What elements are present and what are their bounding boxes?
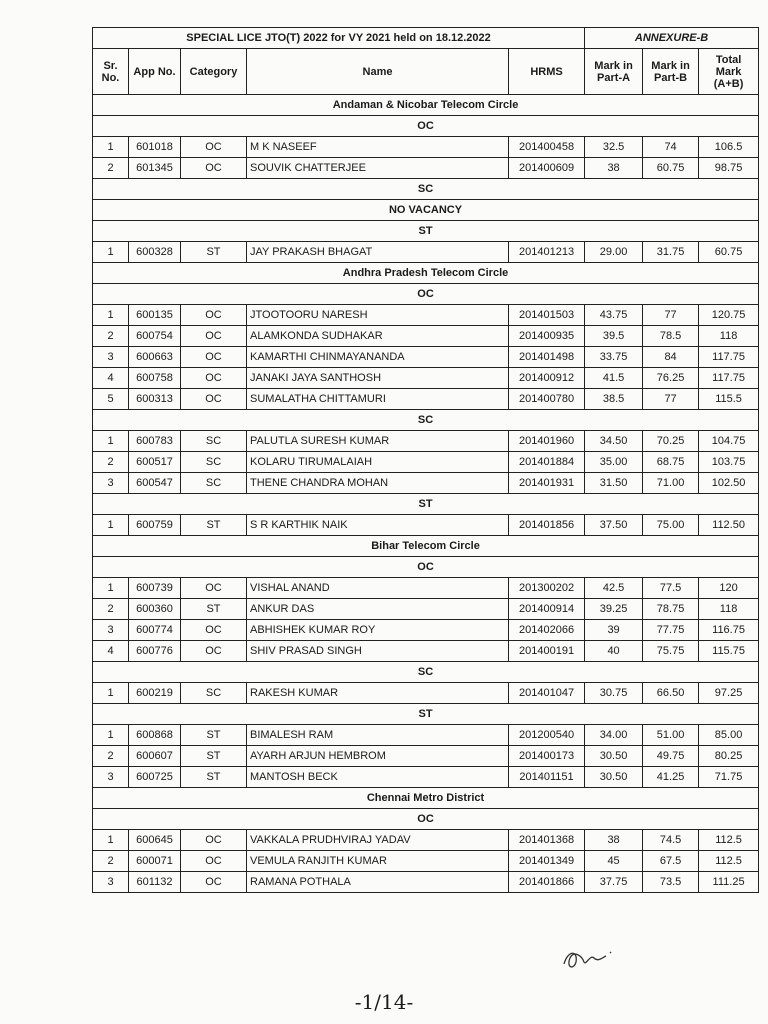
table-row [93,830,759,851]
results-body [93,95,759,893]
total-mark-cell: 118 [699,326,759,347]
part-a-mark-cell: 38 [585,830,643,851]
sr-no-cell: 3 [93,872,129,893]
table-row [93,620,759,641]
sr-no-cell: 1 [93,137,129,158]
category-cell: SC [181,452,247,473]
sr-no-cell: 3 [93,620,129,641]
app-no-cell: 600725 [129,767,181,788]
total-mark-cell: 117.75 [699,347,759,368]
sr-no-cell: 2 [93,599,129,620]
total-mark-cell: 112.50 [699,515,759,536]
hrms-cell: 201401047 [509,683,585,704]
sr-no-cell: 2 [93,326,129,347]
name-cell: S R KARTHIK NAIK [247,515,509,536]
app-no-cell: 600071 [129,851,181,872]
part-b-mark-cell: 70.25 [643,431,699,452]
no-vacancy-row [93,200,759,221]
category-cell: OC [181,620,247,641]
hrms-cell: 201401884 [509,452,585,473]
table-row [93,242,759,263]
table-row [93,578,759,599]
total-mark-cell: 118 [699,599,759,620]
category-group-label: ST [93,221,759,242]
app-no-cell: 600759 [129,515,181,536]
name-cell: KAMARTHI CHINMAYANANDA [247,347,509,368]
table-row [93,368,759,389]
category-group-label: ST [93,494,759,515]
part-b-mark-cell: 66.50 [643,683,699,704]
category-cell: ST [181,242,247,263]
document-title: SPECIAL LICE JTO(T) 2022 for VY 2021 held on 18.12.2022 [93,28,585,49]
hrms-cell: 201400914 [509,599,585,620]
category-cell: OC [181,137,247,158]
table-row [93,473,759,494]
part-a-mark-cell: 39.25 [585,599,643,620]
part-b-mark-cell: 77.5 [643,578,699,599]
part-a-mark-cell: 41.5 [585,368,643,389]
part-a-mark-cell: 30.75 [585,683,643,704]
category-cell: OC [181,389,247,410]
circle-header-row [93,263,759,284]
part-a-mark-cell: 30.50 [585,767,643,788]
app-no-cell: 600607 [129,746,181,767]
table-row [93,872,759,893]
column-header-row [93,49,759,95]
part-b-mark-cell: 75.75 [643,641,699,662]
category-cell: OC [181,347,247,368]
category-cell: OC [181,641,247,662]
category-group-row [93,494,759,515]
category-cell: SC [181,683,247,704]
part-b-mark-cell: 77.75 [643,620,699,641]
app-no-cell: 600135 [129,305,181,326]
part-b-mark-cell: 78.75 [643,599,699,620]
name-cell: MANTOSH BECK [247,767,509,788]
col-hrms: HRMS [509,49,585,95]
category-cell: OC [181,305,247,326]
part-b-mark-cell: 84 [643,347,699,368]
circle-header-row [93,788,759,809]
app-no-cell: 600313 [129,389,181,410]
total-mark-cell: 120 [699,578,759,599]
name-cell: VAKKALA PRUDHVIRAJ YADAV [247,830,509,851]
sr-no-cell: 2 [93,746,129,767]
name-cell: JAY PRAKASH BHAGAT [247,242,509,263]
category-group-row [93,284,759,305]
app-no-cell: 601018 [129,137,181,158]
part-b-mark-cell: 67.5 [643,851,699,872]
table-row [93,746,759,767]
app-no-cell: 600754 [129,326,181,347]
part-a-mark-cell: 37.50 [585,515,643,536]
sr-no-cell: 5 [93,389,129,410]
category-group-row [93,662,759,683]
app-no-cell: 600547 [129,473,181,494]
category-cell: ST [181,725,247,746]
table-row [93,683,759,704]
sr-no-cell: 3 [93,767,129,788]
total-mark-cell: 103.75 [699,452,759,473]
category-cell: OC [181,578,247,599]
category-cell: ST [181,767,247,788]
circle-name: Andaman & Nicobar Telecom Circle [93,95,759,116]
part-a-mark-cell: 35.00 [585,452,643,473]
sr-no-cell: 3 [93,473,129,494]
app-no-cell: 600663 [129,347,181,368]
part-b-mark-cell: 49.75 [643,746,699,767]
part-a-mark-cell: 40 [585,641,643,662]
sr-no-cell: 1 [93,725,129,746]
sr-no-cell: 1 [93,431,129,452]
part-a-mark-cell: 43.75 [585,305,643,326]
hrms-cell: 201400780 [509,389,585,410]
app-no-cell: 601132 [129,872,181,893]
app-no-cell: 600360 [129,599,181,620]
circle-header-row [93,536,759,557]
category-group-row [93,179,759,200]
name-cell: JTOOTOORU NARESH [247,305,509,326]
hrms-cell: 201401960 [509,431,585,452]
category-group-label: SC [93,179,759,200]
results-document [92,27,758,893]
hrms-cell: 201401498 [509,347,585,368]
total-mark-cell: 111.25 [699,872,759,893]
name-cell: VISHAL ANAND [247,578,509,599]
name-cell: RAMANA POTHALA [247,872,509,893]
total-mark-cell: 106.5 [699,137,759,158]
col-total: Total Mark (A+B) [699,49,759,95]
category-group-label: SC [93,410,759,431]
part-a-mark-cell: 34.50 [585,431,643,452]
part-a-mark-cell: 32.5 [585,137,643,158]
app-no-cell: 600219 [129,683,181,704]
sr-no-cell: 2 [93,158,129,179]
app-no-cell: 601345 [129,158,181,179]
category-group-row [93,410,759,431]
category-group-label: ST [93,704,759,725]
col-category: Category [181,49,247,95]
signature-mark [560,942,620,972]
category-group-row [93,557,759,578]
category-group-label: SC [93,662,759,683]
results-table [92,27,759,893]
col-app: App No. [129,49,181,95]
category-cell: OC [181,851,247,872]
hrms-cell: 201400609 [509,158,585,179]
table-row [93,389,759,410]
app-no-cell: 600517 [129,452,181,473]
hrms-cell: 201402066 [509,620,585,641]
part-b-mark-cell: 71.00 [643,473,699,494]
part-b-mark-cell: 51.00 [643,725,699,746]
part-b-mark-cell: 77 [643,389,699,410]
sr-no-cell: 2 [93,851,129,872]
table-row [93,305,759,326]
total-mark-cell: 85.00 [699,725,759,746]
name-cell: M K NASEEF [247,137,509,158]
table-row [93,599,759,620]
category-group-label: OC [93,284,759,305]
name-cell: PALUTLA SURESH KUMAR [247,431,509,452]
part-a-mark-cell: 33.75 [585,347,643,368]
part-a-mark-cell: 37.75 [585,872,643,893]
name-cell: VEMULA RANJITH KUMAR [247,851,509,872]
category-cell: OC [181,830,247,851]
total-mark-cell: 117.75 [699,368,759,389]
part-a-mark-cell: 38.5 [585,389,643,410]
total-mark-cell: 112.5 [699,830,759,851]
category-cell: ST [181,746,247,767]
table-row [93,641,759,662]
category-group-row [93,221,759,242]
name-cell: KOLARU TIRUMALAIAH [247,452,509,473]
category-group-row [93,704,759,725]
name-cell: SUMALATHA CHITTAMURI [247,389,509,410]
total-mark-cell: 115.5 [699,389,759,410]
category-group-label: OC [93,809,759,830]
total-mark-cell: 116.75 [699,620,759,641]
sr-no-cell: 3 [93,347,129,368]
name-cell: AYARH ARJUN HEMBROM [247,746,509,767]
table-row [93,347,759,368]
part-b-mark-cell: 77 [643,305,699,326]
part-a-mark-cell: 30.50 [585,746,643,767]
hrms-cell: 201401368 [509,830,585,851]
hrms-cell: 201401856 [509,515,585,536]
hrms-cell: 201401213 [509,242,585,263]
part-b-mark-cell: 74.5 [643,830,699,851]
total-mark-cell: 80.25 [699,746,759,767]
category-cell: SC [181,473,247,494]
name-cell: THENE CHANDRA MOHAN [247,473,509,494]
col-part-b: Mark in Part-B [643,49,699,95]
app-no-cell: 600739 [129,578,181,599]
page-number: -1/14- [354,990,414,1014]
vacancy-note: NO VACANCY [93,200,759,221]
col-part-a: Mark in Part-A [585,49,643,95]
hrms-cell: 201400458 [509,137,585,158]
part-a-mark-cell: 45 [585,851,643,872]
table-row [93,452,759,473]
category-cell: OC [181,158,247,179]
name-cell: BIMALESH RAM [247,725,509,746]
part-a-mark-cell: 38 [585,158,643,179]
part-b-mark-cell: 75.00 [643,515,699,536]
circle-header-row [93,95,759,116]
category-group-row [93,116,759,137]
app-no-cell: 600776 [129,641,181,662]
sr-no-cell: 2 [93,452,129,473]
sr-no-cell: 4 [93,368,129,389]
total-mark-cell: 115.75 [699,641,759,662]
category-cell: OC [181,368,247,389]
app-no-cell: 600328 [129,242,181,263]
table-row [93,851,759,872]
sr-no-cell: 1 [93,578,129,599]
name-cell: ANKUR DAS [247,599,509,620]
col-sr: Sr. No. [93,49,129,95]
sr-no-cell: 1 [93,515,129,536]
part-a-mark-cell: 34.00 [585,725,643,746]
category-group-label: OC [93,557,759,578]
table-row [93,326,759,347]
hrms-cell: 201401931 [509,473,585,494]
hrms-cell: 201400173 [509,746,585,767]
category-cell: SC [181,431,247,452]
part-b-mark-cell: 76.25 [643,368,699,389]
part-a-mark-cell: 31.50 [585,473,643,494]
total-mark-cell: 102.50 [699,473,759,494]
category-cell: ST [181,515,247,536]
table-row [93,137,759,158]
name-cell: SOUVIK CHATTERJEE [247,158,509,179]
sr-no-cell: 1 [93,830,129,851]
circle-name: Bihar Telecom Circle [93,536,759,557]
app-no-cell: 600783 [129,431,181,452]
total-mark-cell: 104.75 [699,431,759,452]
name-cell: JANAKI JAYA SANTHOSH [247,368,509,389]
part-a-mark-cell: 39.5 [585,326,643,347]
sr-no-cell: 4 [93,641,129,662]
hrms-cell: 201400935 [509,326,585,347]
name-cell: SHIV PRASAD SINGH [247,641,509,662]
category-group-label: OC [93,116,759,137]
part-b-mark-cell: 31.75 [643,242,699,263]
app-no-cell: 600774 [129,620,181,641]
name-cell: RAKESH KUMAR [247,683,509,704]
hrms-cell: 201400191 [509,641,585,662]
sr-no-cell: 1 [93,305,129,326]
part-b-mark-cell: 60.75 [643,158,699,179]
col-name: Name [247,49,509,95]
part-b-mark-cell: 41.25 [643,767,699,788]
category-cell: ST [181,599,247,620]
hrms-cell: 201401349 [509,851,585,872]
circle-name: Chennai Metro District [93,788,759,809]
total-mark-cell: 60.75 [699,242,759,263]
hrms-cell: 201300202 [509,578,585,599]
hrms-cell: 201401866 [509,872,585,893]
hrms-cell: 201401503 [509,305,585,326]
part-a-mark-cell: 39 [585,620,643,641]
annexure-label: ANNEXURE-B [585,28,759,49]
total-mark-cell: 71.75 [699,767,759,788]
table-row [93,158,759,179]
hrms-cell: 201200540 [509,725,585,746]
sr-no-cell: 1 [93,242,129,263]
total-mark-cell: 98.75 [699,158,759,179]
sr-no-cell: 1 [93,683,129,704]
table-row [93,767,759,788]
total-mark-cell: 112.5 [699,851,759,872]
name-cell: ALAMKONDA SUDHAKAR [247,326,509,347]
table-row [93,725,759,746]
part-b-mark-cell: 73.5 [643,872,699,893]
table-row [93,431,759,452]
total-mark-cell: 120.75 [699,305,759,326]
total-mark-cell: 97.25 [699,683,759,704]
name-cell: ABHISHEK KUMAR ROY [247,620,509,641]
app-no-cell: 600645 [129,830,181,851]
part-a-mark-cell: 29.00 [585,242,643,263]
hrms-cell: 201401151 [509,767,585,788]
category-group-row [93,809,759,830]
part-a-mark-cell: 42.5 [585,578,643,599]
circle-name: Andhra Pradesh Telecom Circle [93,263,759,284]
part-b-mark-cell: 74 [643,137,699,158]
category-cell: OC [181,326,247,347]
title-row [93,28,759,49]
hrms-cell: 201400912 [509,368,585,389]
part-b-mark-cell: 78.5 [643,326,699,347]
category-cell: OC [181,872,247,893]
part-b-mark-cell: 68.75 [643,452,699,473]
app-no-cell: 600758 [129,368,181,389]
table-row [93,515,759,536]
app-no-cell: 600868 [129,725,181,746]
